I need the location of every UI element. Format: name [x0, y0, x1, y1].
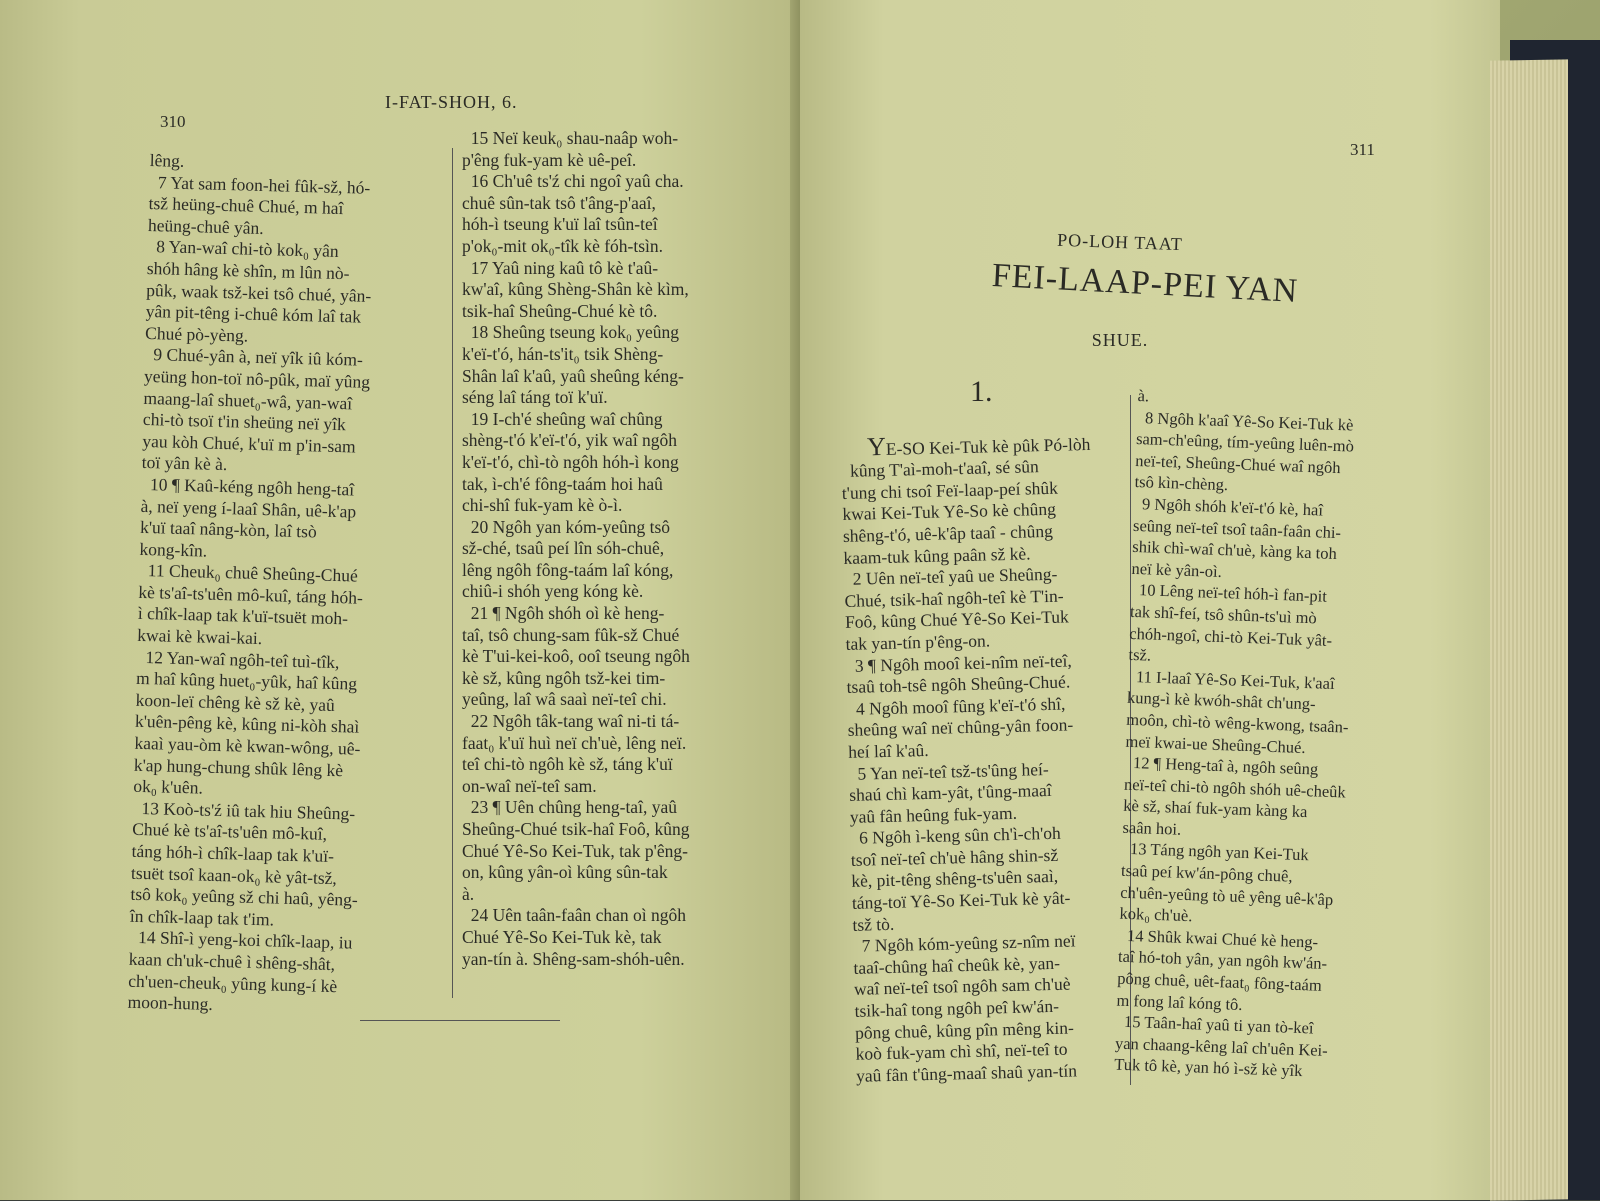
text-line: 9 Ngôh shóh k'eï-t'ó kè, haî — [1133, 493, 1324, 520]
text-line: 13 Koò-ts'ź iû tak hiu Sheûng- — [132, 797, 356, 824]
text-line: tsž tò. — [852, 913, 895, 935]
text-line: moon-hung. — [127, 991, 214, 1015]
text-line: lêng ngôh fông-taám laî kóng, — [462, 559, 674, 580]
text-line: 7 Yat sam foon-hei fûk-sž, hó- — [148, 171, 371, 198]
text-line: séng laî táng toï k'uï. — [462, 387, 608, 408]
right-column-1-wrap — [840, 409, 1106, 1109]
text-line: kw'aî, kûng Shèng-Shân kè kìm, — [462, 279, 689, 300]
text-line: m haî kûng huet₀-yûk, haî kûng — [135, 668, 358, 694]
text-line: Chué Yê-So Kei-Tuk, tak p'êng- — [462, 840, 688, 861]
text-line: 5 Yan neï-teî tsž-ts'ûng heí- — [848, 758, 1049, 784]
text-line: p'ok₀-mit ok₀-tîk kè fóh-tsìn. — [462, 235, 664, 256]
book-title: FEI-LAAP-PEI YAN — [990, 257, 1300, 310]
text-line: chi-tò tsoï t'in sheüng neï yîk — [142, 409, 347, 435]
text-line: Chué Yê-So Kei-Tuk kè, tak — [462, 926, 662, 947]
book-subtitle: SHUE. — [1091, 330, 1149, 350]
right-page-number: 311 — [1350, 140, 1375, 159]
text-line: kwai Kei-Tuk Yê-So kè chûng — [842, 499, 1057, 525]
text-line: maang-laî shuet₀-wâ, yan-waî — [143, 387, 353, 413]
text-line: ì chîk-laap tak k'uï-tsuët moh- — [137, 603, 349, 629]
drop-cap: Y — [866, 431, 887, 461]
text-line: kè, pit-têng shêng-ts'uên saaì, — [851, 866, 1059, 892]
right-column-2 — [1114, 385, 1360, 1083]
right-page — [800, 0, 1500, 1200]
left-column-1 — [127, 150, 377, 1019]
text-line: 12 ¶ Heng-taî à, ngôh seûng — [1124, 752, 1319, 779]
text-line: yeûng, laî wâ saaì neï-teî chi. — [462, 689, 667, 710]
text-line: 3 ¶ Ngôh mooî kei-nîm neï-teî, — [845, 649, 1072, 676]
text-line: k'uï taaî nâng-kòn, laî tsò — [139, 516, 318, 542]
text-line: shêng-t'ó, uê-k'âp taaî - chûng — [842, 520, 1054, 546]
chapter-number: 1. — [970, 375, 993, 408]
left-page-number: 310 — [160, 112, 186, 131]
text-line: on, kûng yân-oì kûng sûn-tak — [462, 862, 668, 883]
text-line: taî hó-toh yân, yan ngôh kw'án- — [1117, 947, 1328, 974]
text-line: 13 Táng ngôh yan Kei-Tuk — [1121, 839, 1310, 865]
text-line: ch'uen-cheuk₀ yûng kung-í kè — [127, 970, 338, 996]
text-line: chuê sûn-tak tsô t'âng-p'aaî, — [462, 192, 656, 213]
text-line: 2 Uên neï-teî yaû ue Sheûng- — [843, 563, 1058, 590]
text-line: 8 Yan-waî chi-tò kok₀ yân — [147, 236, 339, 262]
text-line: în chîk-laap tak t'im. — [129, 905, 275, 930]
text-line: ok₀ k'uên. — [133, 776, 204, 798]
text-line: 24 Uên taân-faân chan oì ngôh — [462, 905, 687, 926]
text-line: 19 I-ch'é sheûng waî chûng — [462, 408, 663, 429]
text-line: 17 Yaû ning kaû tô kè t'aû- — [462, 257, 659, 278]
text-line: kè ts'aî-ts'uên mô-kuî, táng hóh- — [138, 581, 364, 608]
text-line: kung-ì kè kwóh-shât ch'ung- — [1126, 688, 1316, 714]
text-line: seûng neï-teî tsoî taân-faân chi- — [1132, 515, 1342, 542]
text-line: tsik-haî tong ngôh peî kw'án- — [854, 995, 1060, 1021]
book-kicker: PO-LOH TAAT — [1056, 229, 1184, 255]
text-line: 11 Cheuk₀ chuê Sheûng-Chué — [138, 560, 359, 586]
text-line: 4 Ngôh mooî fûng k'eï-t'ó shî, — [846, 693, 1066, 719]
text-line: tsoî neï-teî ch'uè hâng shin-sž — [850, 844, 1059, 870]
text-line: 23 ¶ Uên chûng heng-taî, yaû — [462, 797, 677, 818]
text-line: m fong laî kóng tô. — [1116, 990, 1243, 1014]
text-line: k'uên-pêng kè, kûng ni-kòh shaì — [134, 711, 360, 738]
text-line: p'êng fuk-yam kè uê-peî. — [462, 149, 637, 170]
text-line: à, neï yeng í-laaî Shân, uê-k'ap — [140, 495, 357, 522]
text-line: tsô kìn-chèng. — [1134, 472, 1229, 495]
text-line: yaû fân t'ûng-maaî shaû yan-tín — [855, 1060, 1078, 1086]
text-line: chóh-ngoî, chi-tò Kei-Tuk yât- — [1129, 623, 1333, 650]
text-line: k'eï-t'ó, chì-tò ngôh hóh-ì kong — [462, 451, 679, 472]
text-line: E-SO Kei-Tuk kè pûk Pó-lòh — [885, 433, 1091, 459]
text-line: 9 Chué-yân à, neï yîk iû kóm- — [144, 344, 364, 370]
text-line: Shân laî k'aû, yaû sheûng kéng- — [462, 365, 684, 386]
text-line: táng-toï Yê-So Kei-Tuk kè yât- — [851, 887, 1071, 913]
text-line: 14 Shî-ì yeng-koi chîk-laap, iu — [129, 927, 353, 953]
text-line: tsuët tsoî kaan-ok₀ kè yât-tsž, — [130, 862, 338, 888]
text-line: yan chaang-kêng laî ch'uên Kei- — [1114, 1033, 1329, 1060]
text-line: pûk, waak tsž-kei tsô chué, yân- — [146, 279, 372, 306]
text-line: 20 Ngôh yan kóm-yeûng tsô — [462, 516, 671, 537]
text-line: 10 Lêng neï-teî hóh-ì fan-pit — [1130, 580, 1328, 607]
left-column-rule — [452, 148, 453, 998]
text-line: t'ung chi tsoî Feï-laap-peí shûk — [841, 477, 1059, 503]
text-line: shóh hâng kè shîn, m lûn nò- — [146, 257, 350, 284]
text-line: kaan ch'uk-chuê ì shêng-shât, — [128, 948, 336, 975]
text-line: meï kwai-ue Sheûng-Chué. — [1125, 731, 1306, 757]
page-fore-edge — [1490, 59, 1568, 1200]
text-line: toï yân kè à. — [141, 452, 228, 475]
text-line: 11 I-laaî Yê-So Kei-Tuk, k'aaî — [1127, 666, 1335, 693]
text-line: 7 Ngôh kóm-yeûng sz-nîm neï — [852, 930, 1076, 957]
text-line: kè sž, shaí fuk-yam kàng ka — [1122, 796, 1308, 822]
text-line: koon-leï chêng kè sž kè, yaû — [135, 689, 336, 715]
text-line: kong-kîn. — [139, 538, 208, 561]
text-line: tsik-haî Sheûng-Chué kè tô. — [462, 300, 658, 321]
text-line: chi-shî fuk-yam kè ò-ì. — [462, 495, 623, 516]
text-line: sž-ché, tsaû peí lîn sóh-chuê, — [462, 538, 665, 559]
text-line: tsaû toh-tsê ngôh Sheûng-Chué. — [846, 671, 1071, 698]
text-line: pông chuê, kûng pîn mêng kin- — [854, 1017, 1074, 1043]
text-line: shaú chì kam-yât, t'ûng-maaî — [849, 780, 1052, 805]
text-line: neï-teî, Sheûng-Chué waî ngôh — [1135, 450, 1341, 477]
text-line: 10 ¶ Kaû-kéng ngôh heng-taî — [140, 473, 355, 500]
text-line: 22 Ngôh tâk-tang waî ni-ti tá- — [462, 711, 680, 732]
text-line: yeüng hon-toï nô-pûk, maï yûng — [143, 365, 371, 392]
text-line: heüng-chuê yân. — [147, 214, 264, 238]
text-line: faat₀ k'uï huì neï ch'uè, lêng neï. — [462, 732, 687, 753]
text-line: neï kè yân-oì. — [1131, 558, 1223, 581]
text-line: pông chuê, uêt-faat₀ fông-taám — [1116, 968, 1323, 995]
text-line: k'eï-t'ó, hán-ts'it₀ tsik Shèng- — [462, 343, 664, 364]
text-line: taî, tsô chung-sam fûk-sž Chué — [462, 624, 680, 645]
text-line: koò fuk-yam chì shî, neï-teî to — [855, 1038, 1068, 1065]
text-line: sheûng waî neï chûng-yân foon- — [847, 714, 1074, 741]
text-line: tak shî-feí, tsô shûn-ts'uì mò — [1129, 601, 1318, 628]
text-line: heí laî k'aû. — [847, 739, 929, 762]
text-line: waî neï-teî tsoî ngôh sam ch'uè — [853, 973, 1071, 1000]
text-line: shik chì-waî ch'uè, kàng ka toh — [1132, 537, 1338, 564]
text-line: shèng-t'ó k'eï-t'ó, yik waî ngôh — [462, 430, 678, 451]
text-line: yau kòh Chué, k'uï m p'in-sam — [142, 430, 356, 457]
text-line: Sheûng-Chué tsik-haî Foô, kûng — [462, 819, 690, 839]
text-line: Chué, tsik-haî ngôh-teî kè T'in- — [844, 585, 1064, 611]
text-line: kè T'ui-kei-koô, ooî tseung ngôh — [462, 646, 690, 667]
text-line: tsaû peí kw'án-pông chuê, — [1120, 860, 1293, 886]
text-line: kwai kè kwai-kai. — [137, 624, 263, 649]
text-line: moôn, chì-tò wêng-kwong, tsaân- — [1125, 709, 1349, 737]
text-line: 21 ¶ Ngôh shóh oì kè heng- — [462, 603, 665, 624]
text-line: kaaì yau-òm kè kwan-wông, uê- — [134, 732, 361, 759]
right-column-1 — [841, 433, 1090, 1085]
left-page — [0, 0, 800, 1200]
text-line: yan-tín à. Shêng-sam-shóh-uên. — [462, 948, 685, 969]
text-line: kok₀ ch'uè. — [1119, 903, 1193, 926]
text-line: hóh-ì tseung k'uï laî tsûn-teî — [462, 214, 658, 235]
text-line: tak, ì-ch'é fông-taám hoi haû — [462, 473, 663, 494]
text-line: lêng. — [149, 150, 185, 171]
text-line: 16 Ch'uê ts'ź chi ngoî yaû cha. — [462, 171, 684, 192]
text-line: 6 Ngôh ì-keng sûn ch'ì-ch'oh — [850, 823, 1061, 849]
text-line: yaû fân heûng fuk-yam. — [849, 802, 1018, 827]
text-line: Tuk tô kè, yan hó ì-sž kè yîk — [1113, 1054, 1303, 1081]
text-line: 15 Taân-haî yaû ti yan tò-keî — [1115, 1011, 1314, 1038]
text-line: chiû-i shóh yeng kóng kè. — [462, 581, 644, 602]
text-line: k'ap hung-chung shûk lêng kè — [133, 754, 344, 780]
text-line: sam-ch'eûng, tím-yeûng luên-mò — [1135, 429, 1355, 456]
text-line: tak yan-tín p'êng-on. — [845, 630, 991, 654]
text-line: kè sž, kûng ngôh tsž-kei tim- — [462, 667, 666, 688]
text-line: à. — [1137, 385, 1150, 406]
text-line: neï-teî chi-tò ngôh shóh uê-cheûk — [1123, 774, 1347, 802]
text-line: tsž. — [1128, 644, 1152, 665]
text-line: tsž heüng-chuê Chué, m haî — [148, 193, 344, 219]
left-column-2 — [462, 128, 690, 970]
text-line: Chué pò-yèng. — [144, 322, 249, 346]
text-line: Chué kè ts'aî-ts'uên mô-kuî, — [131, 819, 328, 845]
text-line: teî chi-tò ngôh kè sž, táng k'uï — [462, 754, 673, 775]
text-line: 12 Yan-waî ngôh-teî tuì-tîk, — [136, 646, 340, 672]
text-line: kaam-tuk kûng paân sž kè. — [843, 542, 1031, 568]
text-line: à. — [462, 883, 475, 904]
text-line: 18 Sheûng tseung kok₀ yeûng — [462, 322, 680, 343]
text-line: yân pit-têng i-chuê kóm laî tak — [145, 301, 362, 327]
text-line: ch'uên-yeûng tò uê yêng uê-k'âp — [1119, 882, 1334, 909]
end-of-book-rule — [360, 1020, 560, 1021]
text-line: kûng T'aì-moh-t'aaî, sé sûn — [841, 456, 1040, 482]
text-line: saân hoi. — [1122, 817, 1182, 839]
text-line: táng hóh-ì chîk-laap tak k'uï- — [131, 840, 335, 867]
text-line: tsô kok₀ yeûng sž chi haû, yêng- — [130, 883, 358, 910]
text-line: on-waî neï-teî sam. — [462, 775, 597, 796]
text-line: taaî-chûng haî cheûk kè, yan- — [853, 952, 1061, 978]
text-line: Foô, kûng Chué Yê-So Kei-Tuk — [844, 606, 1070, 633]
left-running-head: I-FAT-SHOH, 6. — [385, 92, 518, 112]
text-line: 15 Neï keuk₀ shau-naâp woh- — [462, 128, 679, 148]
text-line: 8 Ngôh k'aaî Yê-So Kei-Tuk kè — [1136, 407, 1354, 435]
text-line: 14 Shûk kwai Chué kè heng- — [1118, 925, 1319, 952]
